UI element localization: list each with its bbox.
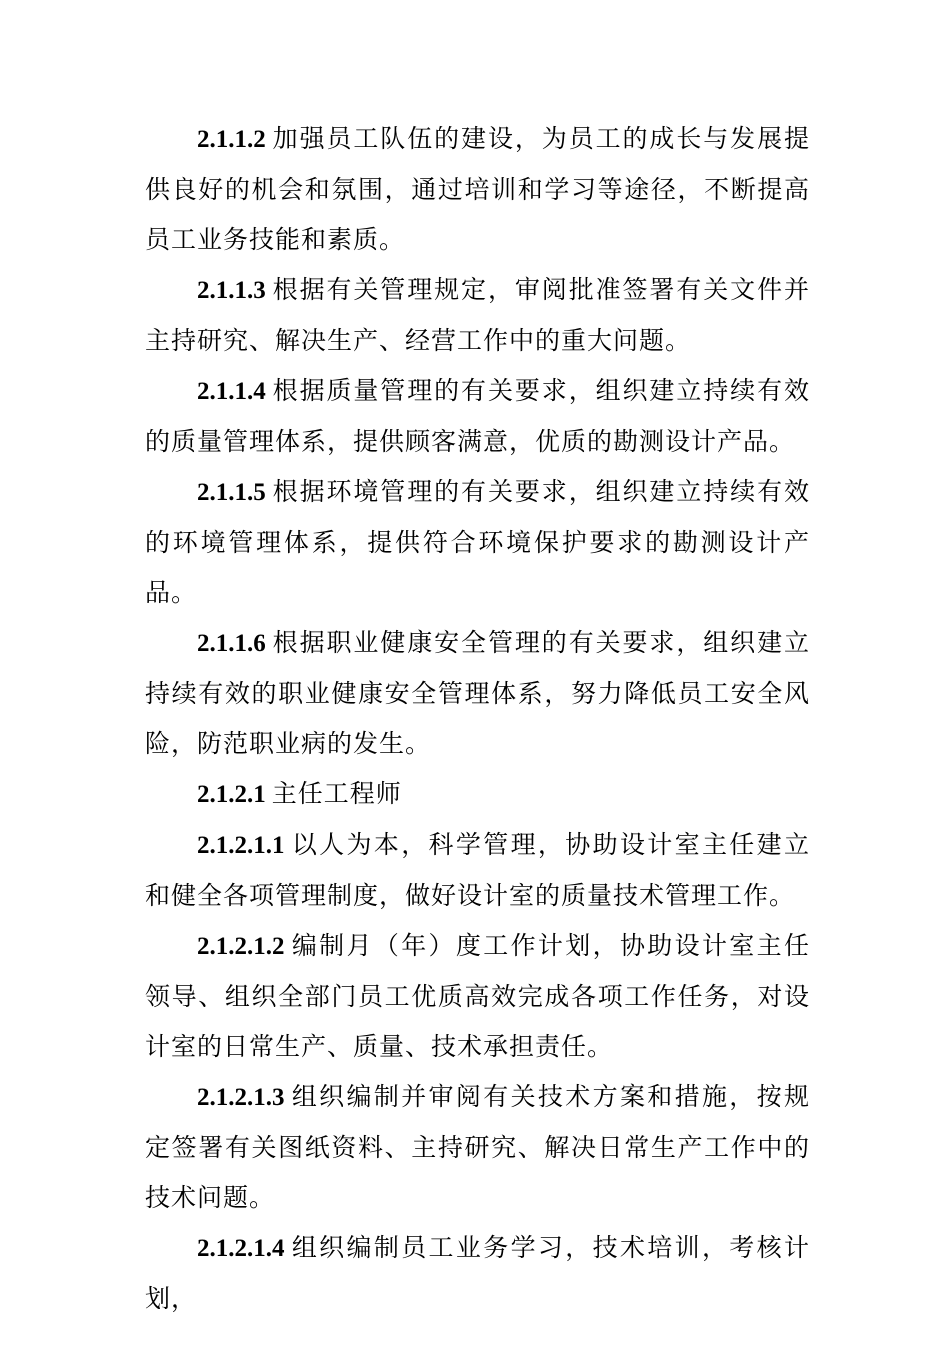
clause-number: 2.1.2.1.3 — [197, 1084, 285, 1111]
clause-number: 2.1.1.6 — [197, 630, 266, 657]
clause-2-1-2-1-1 — [145, 820, 810, 921]
clause-2-1-2-1-2 — [145, 921, 810, 1072]
clause-text: 根据职业健康安全管理的有关要求，组织建立持续有效的职业健康安全管理体系，努力降低员工安全风险，防范职业病的发生。 — [145, 628, 810, 758]
clause-number: 2.1.2.1.1 — [197, 832, 285, 859]
clause-2-1-2-1-3 — [145, 1072, 810, 1223]
clause-text: 根据环境管理的有关要求，组织建立持续有效的环境管理体系，提供符合环境保护要求的勘测设计产品。 — [145, 477, 810, 607]
clause-text: 组织编制员工业务学习，技术培训，考核计划， — [145, 1233, 810, 1313]
section-heading-2-1-2-1 — [145, 769, 810, 820]
clause-text: 根据有关管理规定，审阅批准签署有关文件并主持研究、解决生产、经营工作中的重大问题。 — [145, 275, 810, 355]
clause-number: 2.1.2.1 — [197, 781, 266, 808]
clause-number: 2.1.1.3 — [197, 277, 266, 304]
clause-2-1-1-3 — [145, 265, 810, 366]
clause-text: 编制月（年）度工作计划，协助设计室主任领导、组织全部门员工优质高效完成各项工作任务，对设计室的日常生产、质量、技术承担责任。 — [145, 931, 810, 1061]
clause-text: 加强员工队伍的建设，为员工的成长与发展提供良好的机会和氛围，通过培训和学习等途径，不断提高员工业务技能和素质。 — [145, 124, 810, 254]
clause-2-1-2-1-4 — [145, 1223, 810, 1324]
clause-text: 以人为本，科学管理，协助设计室主任建立和健全各项管理制度，做好设计室的质量技术管理工作。 — [145, 830, 810, 910]
clause-text: 组织编制并审阅有关技术方案和措施，按规定签署有关图纸资料、主持研究、解决日常生产工作中的技术问题。 — [145, 1082, 810, 1212]
clause-2-1-1-6 — [145, 618, 810, 769]
clause-number: 2.1.1.5 — [197, 479, 266, 506]
clause-number: 2.1.1.4 — [197, 378, 266, 405]
clause-number: 2.1.1.2 — [197, 126, 266, 153]
clause-number: 2.1.2.1.4 — [197, 1235, 285, 1262]
section-title: 主任工程师 — [271, 779, 402, 808]
document-body — [145, 114, 810, 1324]
clause-2-1-1-2 — [145, 114, 810, 265]
clause-2-1-1-4 — [145, 366, 810, 467]
clause-number: 2.1.2.1.2 — [197, 933, 285, 960]
clause-text: 根据质量管理的有关要求，组织建立持续有效的质量管理体系，提供顾客满意，优质的勘测设计产品。 — [145, 376, 810, 456]
clause-2-1-1-5 — [145, 467, 810, 618]
